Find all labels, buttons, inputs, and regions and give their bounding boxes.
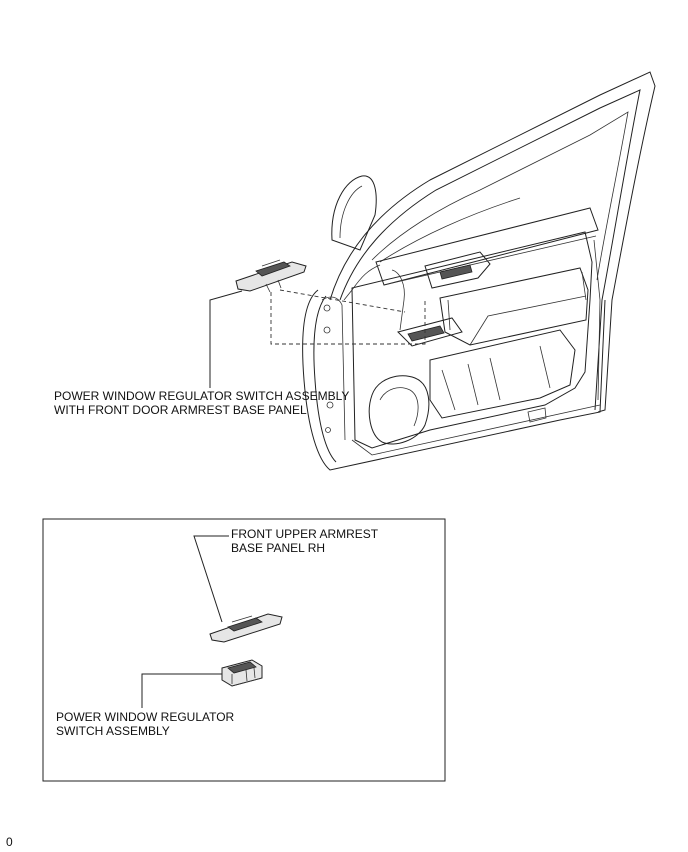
detail-frame (43, 519, 445, 781)
switch-label-line1: POWER WINDOW REGULATOR (56, 710, 235, 724)
panel-label-line1: FRONT UPPER ARMREST (231, 527, 379, 541)
front-door-illustration (303, 72, 655, 470)
panel-label-line2: BASE PANEL RH (231, 541, 326, 555)
panel-leader-line (194, 536, 229, 622)
assembly-label-line2: WITH FRONT DOOR ARMREST BASE PANEL (54, 403, 307, 417)
switch-assembly-with-base-panel (236, 260, 306, 292)
illustration-code: 0 (6, 835, 13, 849)
power-window-regulator-switch (222, 660, 262, 686)
switch-leader-line (142, 674, 222, 708)
assembly-label-line1: POWER WINDOW REGULATOR SWITCH ASSEMBLY (54, 389, 350, 403)
switch-label-line2: SWITCH ASSEMBLY (56, 724, 170, 738)
assembly-leader-line (210, 291, 242, 388)
